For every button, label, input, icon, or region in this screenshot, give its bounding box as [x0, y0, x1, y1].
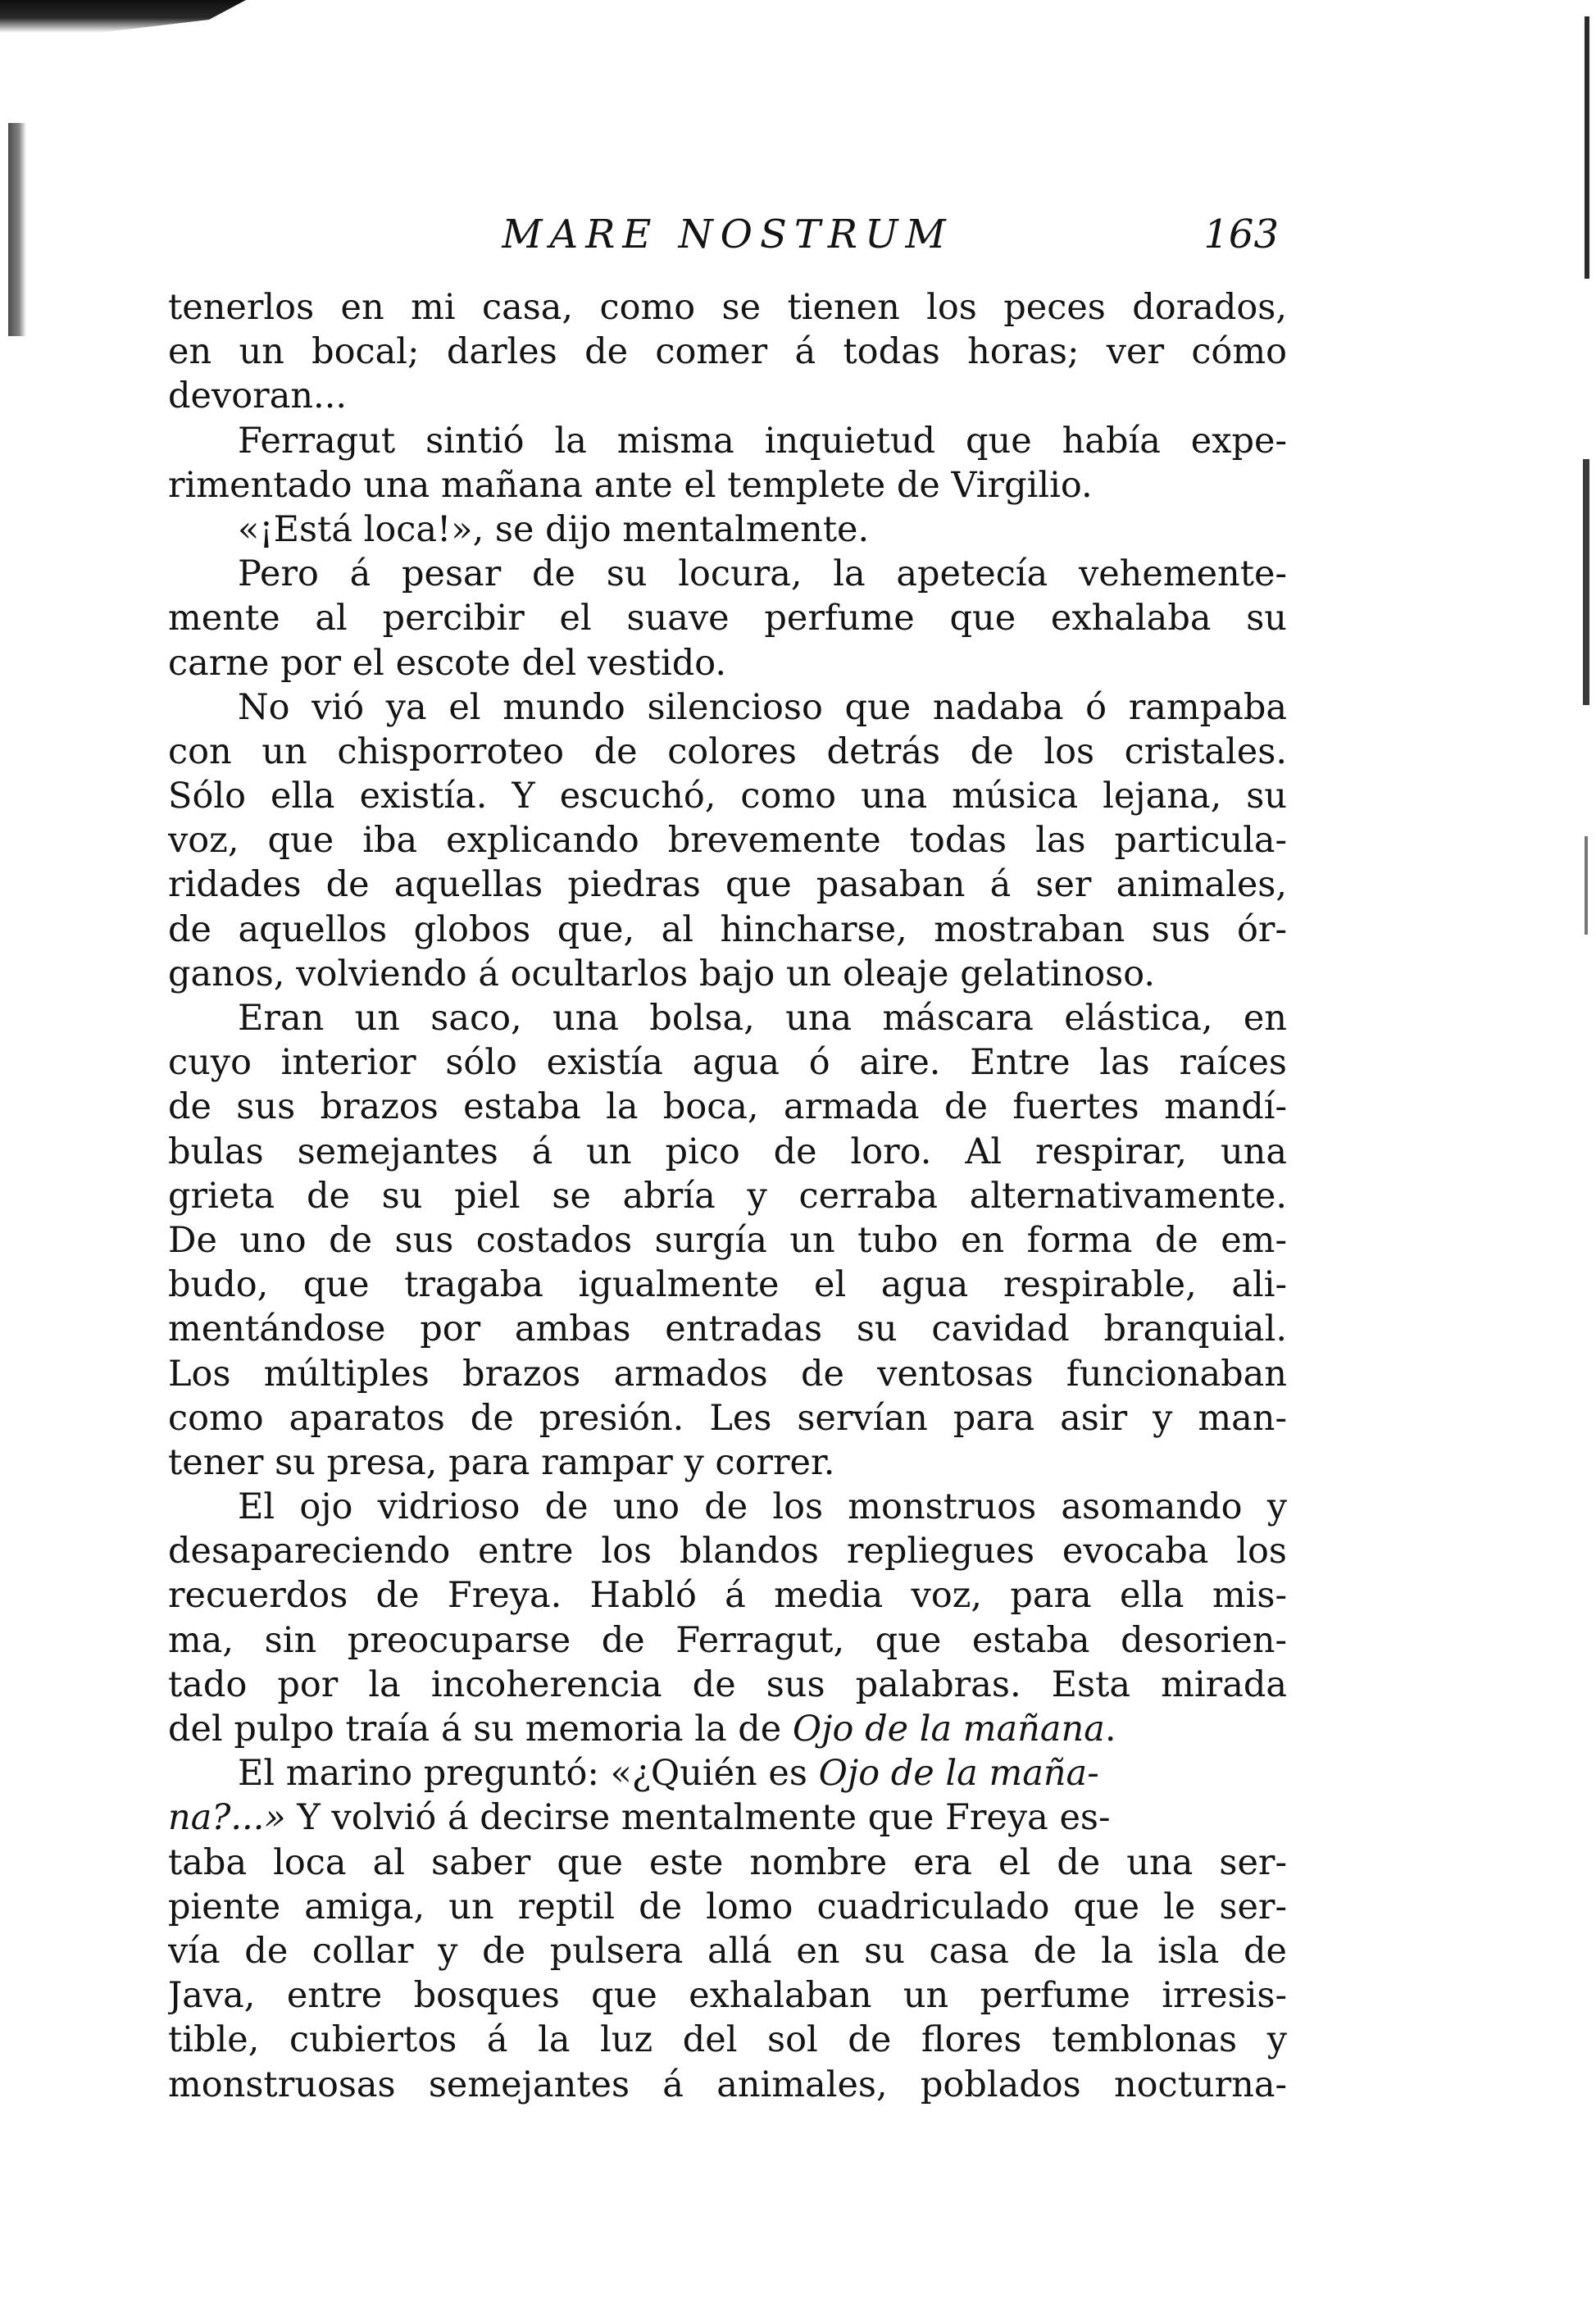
text-line: Sólo ella existía. Y escuchó, como una música lejana, su — [168, 776, 1287, 817]
scan-edge-shadow-top — [0, 0, 246, 33]
text-line: tenerlos en mi casa, como se tienen los peces dorados, — [168, 287, 1287, 328]
italic-name: Ojo de la maña- — [818, 1753, 1099, 1795]
text-line: desapareciendo entre los blandos repliegues evocaba los — [168, 1531, 1287, 1572]
text-line: con un chisporroteo de colores detrás de los cristales. — [168, 730, 1287, 772]
book-page — [168, 189, 1287, 2107]
text-line: Ferragut sintió la misma inquietud que había expe- — [238, 420, 1287, 462]
running-title: MARE NOSTRUM — [502, 212, 953, 257]
text-line: Java, entre bosques que exhalaban un perfume irresis- — [168, 1975, 1287, 2017]
text-line: ridades de aquellas piedras que pasaban á ser animales, — [168, 864, 1287, 906]
italic-name: Ojo de la mañana — [792, 1709, 1105, 1750]
text-line: De uno de sus costados surgía un tubo en forma de em- — [168, 1219, 1287, 1261]
text-line: Pero á pesar de su locura, la apetecía vehemente- — [238, 553, 1287, 595]
text-line: El ojo vidrioso de uno de los monstruos asomando y — [238, 1486, 1287, 1528]
text-line: tener su presa, para rampar y correr. — [168, 1441, 835, 1483]
body-text — [168, 285, 1287, 2107]
running-header — [168, 189, 1287, 257]
text-line: budo, que tragaba igualmente el agua respirable, ali- — [168, 1264, 1287, 1306]
text-line: en un bocal; darles de comer á todas horas; ver cómo — [168, 331, 1287, 373]
text-line: tado por la incoherencia de sus palabras. Esta mirada — [168, 1663, 1287, 1705]
text-line: grieta de su piel se abría y cerraba alternativamente. — [168, 1175, 1287, 1217]
text-line: bulas semejantes á un pico de loro. Al respirar, una — [168, 1131, 1287, 1172]
scan-edge-line-right — [1583, 459, 1589, 705]
text-segment: Y volvió á decirse mentalmente que Freya es- — [297, 1797, 1111, 1839]
text-line: vía de collar y de pulsera allá en su casa de la isla de — [168, 1930, 1287, 1972]
text-line: piente amiga, un reptil de lomo cuadriculado que le ser- — [168, 1886, 1287, 1927]
text-line: del pulpo traía á su memoria la de Ojo de la mañana. — [168, 1709, 1116, 1750]
text-line: taba loca al saber que este nombre era el de una ser- — [168, 1841, 1287, 1883]
italic-name: na?...» — [168, 1797, 286, 1839]
text-line: Los múltiples brazos armados de ventosas funcionaban — [168, 1353, 1287, 1395]
text-line: ma, sin preocuparse de Ferragut, que estaba desorien- — [168, 1619, 1287, 1661]
scan-edge-line-right — [1585, 16, 1589, 279]
text-line: mente al percibir el suave perfume que exhalaba su — [168, 598, 1287, 639]
text-line: cuyo interior sólo existía agua ó aire. Entre las raíces — [168, 1042, 1287, 1084]
text-line: carne por el escote del vestido. — [168, 642, 727, 684]
text-line: como aparatos de presión. Les servían para asir y man- — [168, 1397, 1287, 1439]
text-line: de sus brazos estaba la boca, armada de fuertes mandí- — [168, 1086, 1287, 1128]
text-line: ganos, volviendo á ocultarlos bajo un oleaje gelatinoso. — [168, 953, 1156, 994]
text-line: «¡Está loca!», se dijo mentalmente. — [238, 508, 870, 550]
text-line: mentándose por ambas entradas su cavidad branquial. — [168, 1308, 1287, 1350]
text-line: tible, cubiertos á la luz del sol de flores temblonas y — [168, 2019, 1287, 2061]
scan-edge-shadow-left — [8, 123, 26, 336]
scan-edge-line-right — [1585, 836, 1588, 935]
text-line — [168, 1751, 1287, 1795]
text-line: voz, que iba explicando brevemente todas las particula- — [168, 820, 1287, 862]
text-line: Eran un saco, una bolsa, una máscara elástica, en — [238, 998, 1287, 1039]
text-line: rimentado una mañana ante el templete de Virgilio. — [168, 464, 1093, 506]
text-segment: El marino preguntó: «¿Quién es — [238, 1753, 807, 1795]
page-number: 163 — [1203, 212, 1279, 257]
text-line: No vió ya el mundo silencioso que nadaba ó rampaba — [238, 686, 1287, 728]
text-line: recuerdos de Freya. Habló á media voz, para ella mis- — [168, 1575, 1287, 1617]
text-line — [168, 1795, 1287, 1840]
text-line: de aquellos globos que, al hincharse, mostraban sus ór- — [168, 908, 1287, 950]
text-line: devoran... — [168, 375, 348, 417]
text-segment: del pulpo traía á su memoria la de — [168, 1709, 782, 1750]
text-line: monstruosas semejantes á animales, poblados nocturna- — [168, 2064, 1287, 2105]
